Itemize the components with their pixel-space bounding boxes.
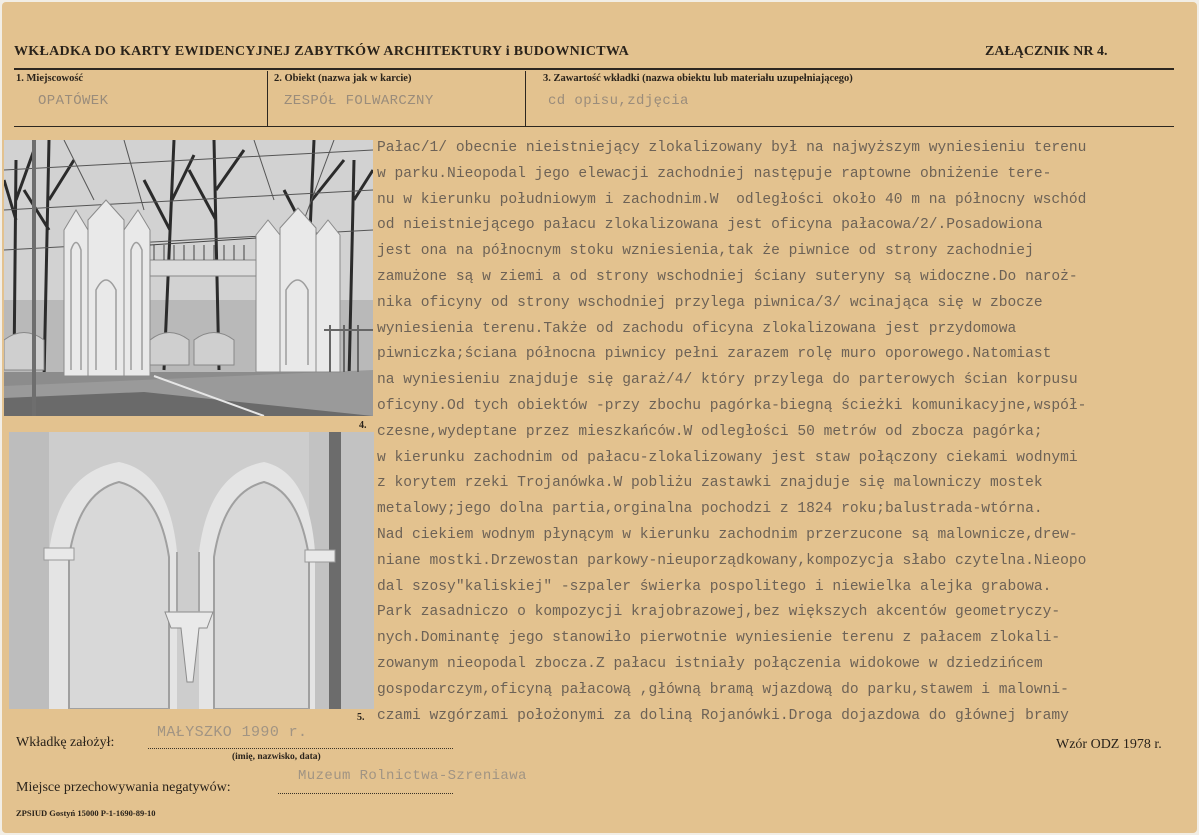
field-1-label: 1. Miejscowość	[16, 73, 84, 84]
description-line: Park zasadniczo o kompozycji krajobrazowej,bez większych akcentów geometryczy-	[377, 604, 1061, 621]
field-divider-1	[267, 71, 268, 126]
description-line: od nieistniejącego pałacu zlokalizowana jest oficyna pałacowa/2/.Posadowiona	[377, 217, 1043, 234]
printer-imprint: ZPSIUD Gostyń 15000 P-1-1690-89-10	[16, 808, 156, 818]
photo-number-4: 4.	[359, 420, 367, 431]
description-line: gospodarczym,oficyną pałacową ,główną bramą wjazdową do parku,stawem i malowni-	[377, 681, 1069, 698]
header-rule	[14, 68, 1174, 70]
description-line: dal szosy"kaliskiej" -szpaler świerka pospolitego i niewielka alejka grabowa.	[377, 578, 1052, 595]
form-model: Wzór ODZ 1978 r.	[1056, 737, 1162, 752]
photo-arcade-detail	[9, 432, 374, 709]
photo-number-5: 5.	[357, 712, 365, 723]
description-line: z korytem rzeki Trojanówka.W pobliżu zastawki znajduje się malowniczy mostek	[377, 475, 1043, 492]
field-divider-2	[525, 71, 526, 126]
description-line: Pałac/1/ obecnie nieistniejący zlokalizowany był na najwyższym wyniesieniu terenu	[377, 140, 1087, 156]
description-line: niane mostki.Drzewostan parkowy-nieuporządkowany,kompozycja słabo czytelna.Nieopo	[377, 552, 1087, 569]
field-2-value: ZESPÓŁ FOLWARCZNY	[284, 93, 434, 109]
description-line: oficyny.Od tych obiektów -przy zbochu pagórka-biegną ścieżki komunikacyjne,współ-	[377, 397, 1087, 414]
created-by-line	[148, 748, 453, 749]
annex-number: ZAŁĄCZNIK NR 4.	[985, 44, 1108, 59]
description-text	[377, 136, 1192, 729]
field-3-value: cd opisu,zdjęcia	[548, 93, 689, 109]
description-line: zamużone są w ziemi a od strony wschodniej ściany suteryny są widoczne.Do naroż-	[377, 268, 1078, 285]
field-1-value: OPATÓWEK	[38, 93, 109, 109]
description-line: nika oficyny od strony wschodniej przylega piwnica/3/ wcinająca się w zbocze	[377, 294, 1043, 311]
negatives-label: Miejsce przechowywania negatywów:	[16, 780, 231, 795]
gate-photo-graphic	[4, 140, 373, 416]
field-3-label: 3. Zawartość wkładki (nazwa obiektu lub materiału uzupełniającego)	[543, 73, 853, 84]
record-card	[2, 2, 1197, 833]
description-line: zowanym nieopodal zbocza.Z pałacu istniały połączenia widokowe w dziedzińcem	[377, 655, 1043, 672]
description-line: jest ona na północnym stoku wzniesienia,tak że piwnice od strony zachodniej	[377, 243, 1034, 260]
arcade-photo-graphic	[9, 432, 374, 709]
description-line: nu w kierunku południowym i zachodnim.W odległości około 40 m na północny wschód	[377, 191, 1087, 208]
created-by-label: Wkładkę założył:	[16, 735, 115, 750]
description-line: Nad ciekiem wodnym płynącym w kierunku zachodnim przerzucone są malownicze,drew-	[377, 526, 1078, 543]
negatives-line	[278, 793, 453, 794]
photo-gate	[4, 140, 373, 416]
description-line: na wyniesieniu znajduje się garaż/4/ który przylega do parterowych ścian korpusu	[377, 372, 1078, 389]
description-line: nych.Dominantę jego stanowiło pierwotnie wyniesienie terenu z pałacem zlokali-	[377, 630, 1061, 647]
description-line: w kierunku zachodnim od pałacu-zlokalizowany jest staw połączony ciekami wodnymi	[377, 449, 1078, 466]
description-line: czesne,wydeptane przez mieszkańców.W odległości 50 metrów od zbocza pagórka;	[377, 423, 1043, 440]
description-line: w parku.Nieopodal jego elewacji zachodniej następuje raptowne obniżenie tere-	[377, 165, 1052, 182]
negatives-value: Muzeum Rolnictwa-Szreniawa	[298, 768, 527, 784]
description-line: wyniesienia terenu.Także od zachodu oficyna zlokalizowana jest przydomowa	[377, 320, 1017, 337]
description-line: metalowy;jego dolna partia,orginalna pochodzi z 1824 roku;balustrada-wtórna.	[377, 501, 1043, 518]
created-by-hint: (imię, nazwisko, data)	[232, 752, 321, 762]
card-title: WKŁADKA DO KARTY EWIDENCYJNEJ ZABYTKÓW ARCHITEKTURY i BUDOWNICTWA	[14, 44, 630, 59]
description-line: czami wzgórzami położonymi za doliną Rojanówki.Droga dojazdowa do głównej bramy	[377, 707, 1069, 724]
fields-rule	[14, 126, 1174, 127]
field-2-label: 2. Obiekt (nazwa jak w karcie)	[274, 73, 412, 84]
description-line: piwniczka;ściana północna piwnicy pełni zarazem rolę muro oporowego.Natomiast	[377, 346, 1052, 363]
created-by-value: MAŁYSZKO 1990 r.	[157, 724, 308, 741]
